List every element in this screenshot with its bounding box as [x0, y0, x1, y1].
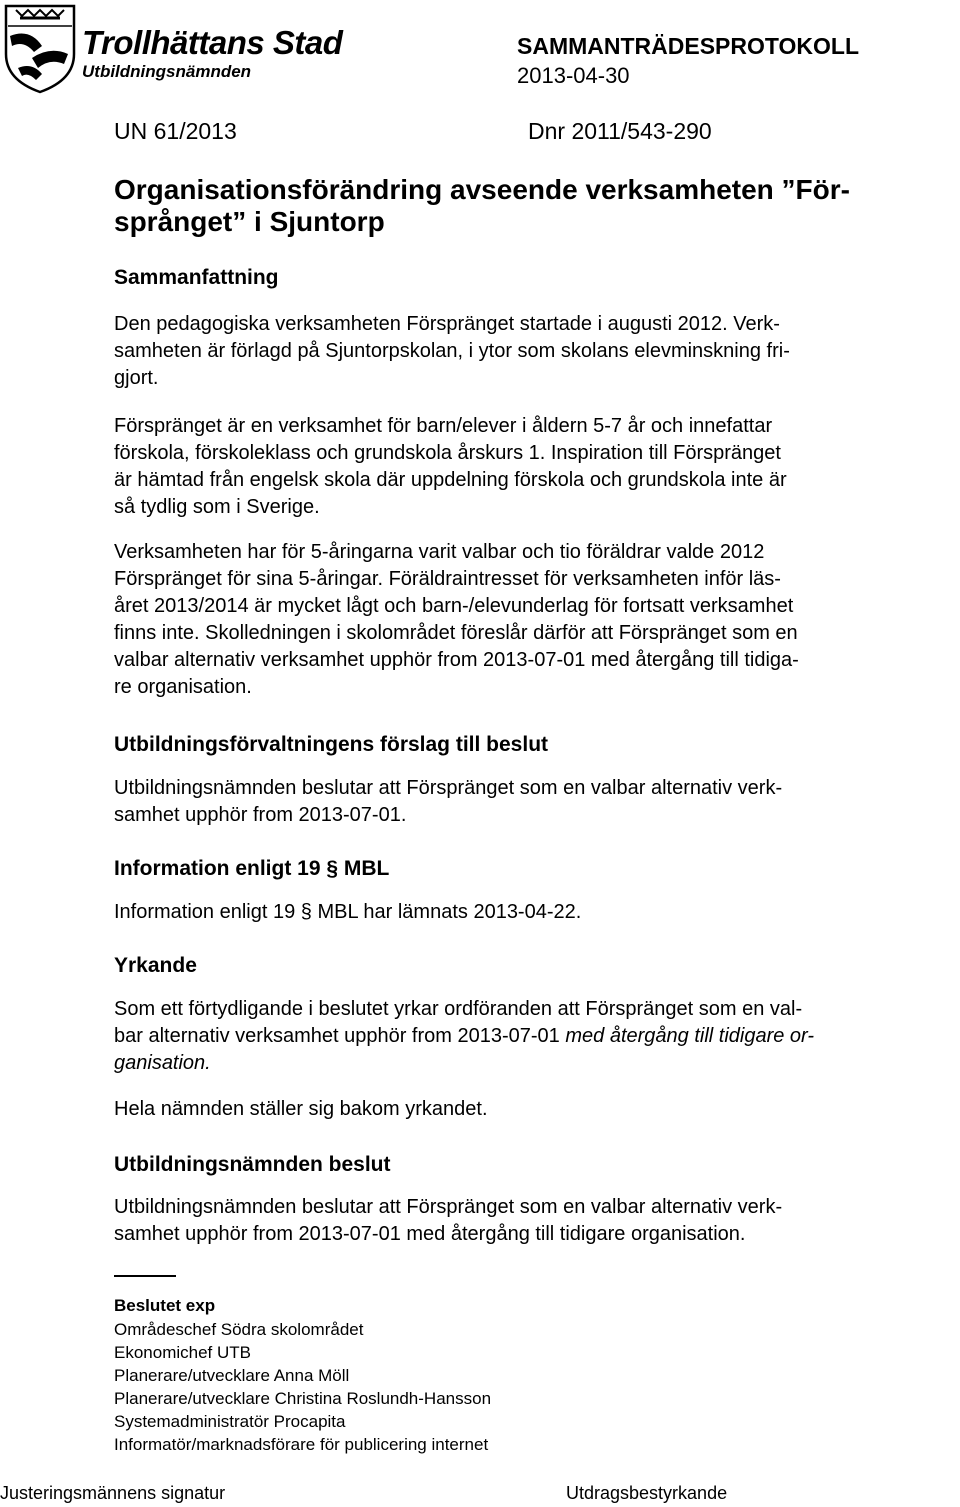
summary-para3-line: året 2013/2014 är mycket lågt och barn-/elevunderlag för fortsatt verksamhet — [114, 595, 794, 617]
summary-para1-line: Den pedagogiska verksamheten Förspränget startade i augusti 2012. Verk- — [114, 313, 780, 335]
motion-line: Som ett förtydligande i beslutet yrkar ordföranden att Förspränget som en val- — [114, 998, 803, 1020]
summary-para3-line: re organisation. — [114, 676, 252, 698]
motion-line-plain: bar alternativ verksamhet upphör from 2013-07-01 — [114, 1025, 566, 1047]
decision-line: Utbildningsnämnden beslutar att Förspränget som en valbar alternativ verk- — [114, 1196, 783, 1218]
distribution-recipient: Planerare/utvecklare Anna Möll — [114, 1366, 350, 1385]
decision-line: samhet upphör from 2013-07-01 med återgång till tidigare organisation. — [114, 1223, 746, 1245]
summary-para1-line: gjort. — [114, 367, 159, 389]
organization-name: Trollhättans Stad — [82, 24, 343, 61]
city-coat-of-arms-logo — [2, 2, 78, 94]
proposal-heading: Utbildningsförvaltningens förslag till beslut — [114, 733, 549, 756]
document-date: 2013-04-30 — [517, 63, 630, 88]
distribution-recipient: Ekonomichef UTB — [114, 1343, 251, 1362]
summary-heading: Sammanfattning — [114, 266, 279, 289]
motion-support: Hela nämnden ställer sig bakom yrkandet. — [114, 1098, 488, 1120]
distribution-heading: Beslutet exp — [114, 1296, 216, 1315]
summary-para3-line: finns inte. Skolledningen i skolområdet föreslår därför att Förspränget som en — [114, 622, 798, 644]
motion-line-italic: med återgång till tidigare or- — [565, 1025, 815, 1047]
motion-line-italic: ganisation. — [114, 1052, 211, 1074]
footer-certification-label: Utdragsbestyrkande — [566, 1483, 728, 1503]
motion-heading: Yrkande — [114, 954, 197, 977]
footer-signature-label: Justeringsmännens signatur — [0, 1483, 226, 1503]
registration-number: Dnr 2011/543-290 — [528, 118, 712, 144]
document-title-line-2: språnget” i Sjuntorp — [114, 206, 385, 237]
motion-line — [114, 1023, 814, 1050]
summary-para3-line: valbar alternativ verksamhet upphör from 2013-07-01 med återgång till tidiga- — [114, 649, 799, 671]
document-title-line-1: Organisationsförändring avseende verksamheten ”För- — [114, 174, 850, 205]
summary-para2-line: förskola, förskoleklass och grundskola årskurs 1. Inspiration till Förspränget — [114, 442, 781, 464]
distribution-recipient: Informatör/marknadsförare för publicering internet — [114, 1435, 489, 1454]
summary-para2-line: Förspränget är en verksamhet för barn/elever i åldern 5-7 år och innefattar — [114, 415, 773, 437]
document-type: SAMMANTRÄDESPROTOKOLL — [517, 33, 860, 59]
summary-para2-line: är hämtad från engelsk skola där uppdelning förskola och grundskola inte är — [114, 469, 787, 491]
distribution-recipient: Systemadministratör Procapita — [114, 1412, 346, 1431]
summary-para2-line: så tydlig som i Sverige. — [114, 496, 320, 518]
mbl-line: Information enligt 19 § MBL har lämnats 2013-04-22. — [114, 901, 582, 923]
case-number: UN 61/2013 — [114, 118, 237, 144]
decision-heading: Utbildningsnämnden beslut — [114, 1153, 391, 1176]
mbl-heading: Information enligt 19 § MBL — [114, 857, 390, 880]
summary-para3-line: Förspränget för sina 5-åringar. Föräldraintresset för verksamheten inför läs- — [114, 568, 781, 590]
organization-unit: Utbildningsnämnden — [82, 62, 252, 81]
distribution-recipient: Planerare/utvecklare Christina Roslundh-Hansson — [114, 1389, 492, 1408]
proposal-line: samhet upphör from 2013-07-01. — [114, 804, 407, 826]
summary-para3-line: Verksamheten har för 5-åringarna varit valbar och tio föräldrar valde 2012 — [114, 541, 765, 563]
separator-rule — [114, 1275, 176, 1277]
distribution-recipient: Områdeschef Södra skolområdet — [114, 1320, 364, 1339]
summary-para1-line: samheten är förlagd på Sjuntorpskolan, i ytor som skolans elevminskning fri- — [114, 340, 790, 362]
proposal-line: Utbildningsnämnden beslutar att Förspränget som en valbar alternativ verk- — [114, 777, 783, 799]
